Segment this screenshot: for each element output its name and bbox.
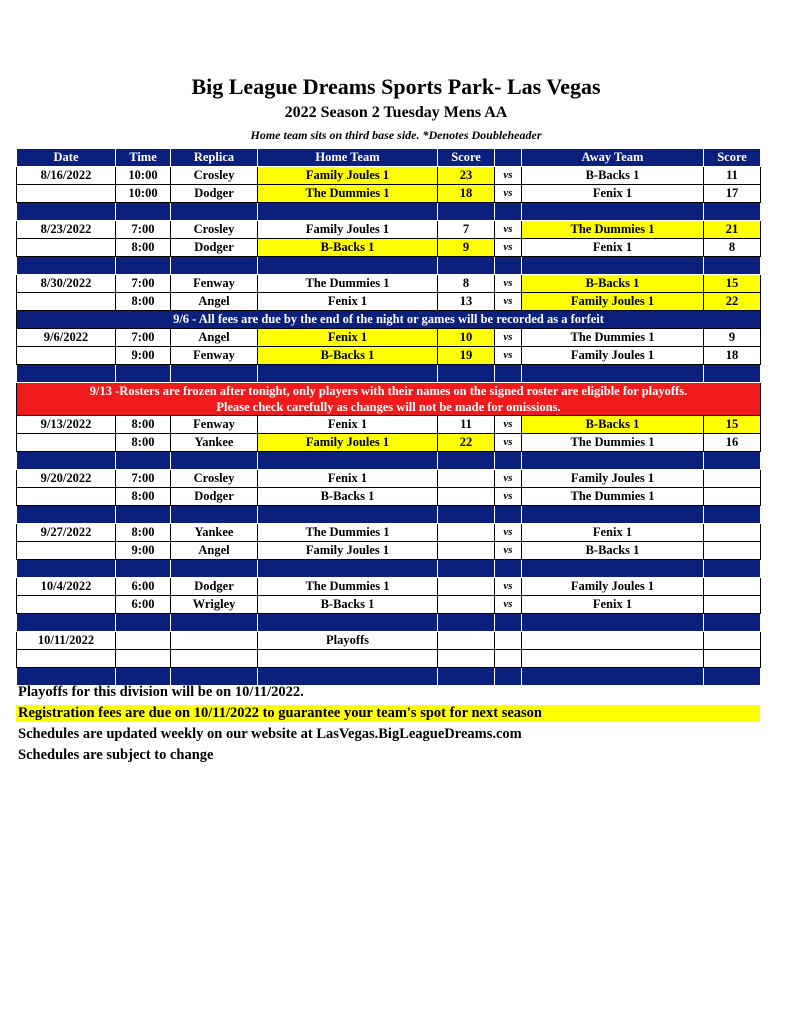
separator-cell [522,365,704,383]
time-cell: 7:00 [116,221,171,239]
game-row [17,596,761,614]
separator-cell [171,668,258,686]
separator-cell [116,365,171,383]
footer-change: Schedules are subject to change [18,747,214,763]
away-team-cell: Fenix 1 [522,524,704,542]
home-score-cell: 9 [438,239,495,257]
separator-cell [258,506,438,524]
home-score-cell [438,578,495,596]
game-row [17,578,761,596]
empty-cell [704,650,761,668]
page-subtitle: 2022 Season 2 Tuesday Mens AA [284,104,508,121]
home-team-cell: Family Joules 1 [258,167,438,185]
separator-cell [17,668,116,686]
time-cell: 9:00 [116,542,171,560]
date-cell [17,596,116,614]
away-score-cell [704,488,761,506]
separator-cell [704,560,761,578]
away-team-cell: Fenix 1 [522,239,704,257]
separator-cell [438,506,495,524]
separator-row [17,452,761,470]
empty-cell [522,650,704,668]
empty-cell [17,650,116,668]
home-score-cell [438,542,495,560]
separator-cell [17,614,116,632]
time-cell: 8:00 [116,239,171,257]
separator-cell [258,668,438,686]
separator-cell [258,203,438,221]
away-score-cell: 15 [704,275,761,293]
schedule-table [16,148,761,686]
time-cell: 8:00 [116,488,171,506]
vs-cell: vs [495,185,522,203]
separator-cell [522,506,704,524]
time-cell: 7:00 [116,329,171,347]
time-cell: 8:00 [116,416,171,434]
separator-cell [704,614,761,632]
vs-cell: vs [495,329,522,347]
fee-notice-row [17,311,761,329]
date-cell [17,347,116,365]
field-cell: Dodger [171,578,258,596]
separator-cell [17,203,116,221]
separator-cell [495,506,522,524]
away-score-cell [704,632,761,650]
separator-cell [171,614,258,632]
field-cell: Angel [171,542,258,560]
separator-cell [171,203,258,221]
separator-cell [704,203,761,221]
game-row [17,416,761,434]
separator-cell [704,668,761,686]
home-team-cell: Playoffs [258,632,438,650]
date-cell [17,239,116,257]
game-row [17,275,761,293]
away-team-cell: Family Joules 1 [522,347,704,365]
vs-cell: vs [495,488,522,506]
field-cell: Fenway [171,416,258,434]
empty-cell [116,650,171,668]
away-score-cell [704,542,761,560]
away-team-cell: B-Backs 1 [522,542,704,560]
away-team-cell: The Dummies 1 [522,488,704,506]
game-row [17,347,761,365]
separator-cell [495,452,522,470]
separator-cell [17,506,116,524]
field-cell: Yankee [171,434,258,452]
field-cell: Crosley [171,221,258,239]
separator-cell [116,614,171,632]
home-score-cell: 19 [438,347,495,365]
vs-cell: vs [495,275,522,293]
date-cell: 10/4/2022 [17,578,116,596]
vs-cell: vs [495,470,522,488]
separator-cell [438,365,495,383]
time-cell: 7:00 [116,470,171,488]
home-score-cell [438,524,495,542]
separator-cell [258,560,438,578]
field-cell: Fenway [171,347,258,365]
separator-row [17,203,761,221]
roster-notice-line1: 9/13 -Rosters are frozen after tonight, only players with their names on the signed roster are eligible for playoffs. [89,384,688,398]
home-team-cell: B-Backs 1 [258,596,438,614]
date-cell [17,488,116,506]
separator-row [17,668,761,686]
header-away-team: Away Team [522,149,704,167]
separator-cell [438,668,495,686]
game-row [17,185,761,203]
home-team-cell: B-Backs 1 [258,488,438,506]
separator-cell [438,452,495,470]
header-date: Date [17,149,116,167]
home-team-cell: Fenix 1 [258,416,438,434]
vs-cell: vs [495,416,522,434]
date-cell [17,293,116,311]
game-row [17,167,761,185]
field-cell: Dodger [171,239,258,257]
vs-cell: vs [495,167,522,185]
vs-cell: vs [495,596,522,614]
away-team-cell: The Dummies 1 [522,329,704,347]
separator-cell [17,365,116,383]
home-score-cell [438,596,495,614]
roster-notice [17,383,761,416]
time-cell [116,632,171,650]
separator-cell [258,452,438,470]
separator-cell [116,506,171,524]
separator-cell [495,560,522,578]
field-cell: Yankee [171,524,258,542]
empty-row [17,650,761,668]
date-cell: 9/13/2022 [17,416,116,434]
vs-cell: vs [495,542,522,560]
home-team-cell: The Dummies 1 [258,275,438,293]
separator-cell [495,365,522,383]
vs-cell: vs [495,578,522,596]
home-team-cell: The Dummies 1 [258,185,438,203]
header-time: Time [116,149,171,167]
vs-cell: vs [495,239,522,257]
separator-cell [438,203,495,221]
separator-cell [17,257,116,275]
separator-cell [258,257,438,275]
fee-notice: 9/6 - All fees are due by the end of the night or games will be recorded as a forfeit [17,311,761,329]
away-score-cell: 11 [704,167,761,185]
home-team-cell: Fenix 1 [258,329,438,347]
date-cell: 8/23/2022 [17,221,116,239]
vs-cell [495,632,522,650]
roster-notice-row [17,383,761,416]
away-score-cell: 9 [704,329,761,347]
home-team-cell: The Dummies 1 [258,524,438,542]
game-row [17,542,761,560]
date-cell: 8/30/2022 [17,275,116,293]
away-score-cell: 17 [704,185,761,203]
field-cell: Crosley [171,167,258,185]
separator-cell [438,560,495,578]
home-score-cell [438,632,495,650]
empty-cell [258,650,438,668]
field-cell: Angel [171,293,258,311]
separator-cell [116,203,171,221]
vs-cell: vs [495,347,522,365]
home-score-cell: 18 [438,185,495,203]
time-cell: 9:00 [116,347,171,365]
separator-cell [116,257,171,275]
date-cell: 9/6/2022 [17,329,116,347]
separator-row [17,614,761,632]
table-header [17,149,761,167]
separator-row [17,560,761,578]
away-score-cell: 22 [704,293,761,311]
separator-cell [171,257,258,275]
time-cell: 10:00 [116,185,171,203]
header-home-score: Score [438,149,495,167]
game-row [17,524,761,542]
time-cell: 10:00 [116,167,171,185]
game-row [17,434,761,452]
time-cell: 6:00 [116,578,171,596]
home-score-cell: 13 [438,293,495,311]
game-row [17,293,761,311]
separator-row [17,365,761,383]
home-score-cell: 23 [438,167,495,185]
field-cell: Angel [171,329,258,347]
roster-notice-line2: Please check carefully as changes will not be made for omissions. [216,400,561,414]
header-replica: Replica [171,149,258,167]
vs-cell: vs [495,221,522,239]
game-row [17,329,761,347]
separator-cell [171,560,258,578]
separator-cell [116,668,171,686]
separator-cell [704,365,761,383]
away-score-cell [704,524,761,542]
away-team-cell: B-Backs 1 [522,416,704,434]
away-score-cell [704,470,761,488]
date-cell: 10/11/2022 [17,632,116,650]
home-score-cell: 11 [438,416,495,434]
home-score-cell: 22 [438,434,495,452]
away-team-cell: B-Backs 1 [522,275,704,293]
separator-cell [171,506,258,524]
time-cell: 8:00 [116,524,171,542]
game-row [17,470,761,488]
home-score-cell [438,488,495,506]
field-cell [171,632,258,650]
home-team-cell: Family Joules 1 [258,542,438,560]
empty-cell [171,650,258,668]
separator-cell [522,560,704,578]
vs-cell: vs [495,434,522,452]
field-cell: Fenway [171,275,258,293]
separator-cell [522,257,704,275]
away-team-cell: Family Joules 1 [522,470,704,488]
home-team-cell: The Dummies 1 [258,578,438,596]
date-cell: 8/16/2022 [17,167,116,185]
home-score-cell: 7 [438,221,495,239]
away-team-cell: The Dummies 1 [522,434,704,452]
field-cell: Crosley [171,470,258,488]
away-team-cell: The Dummies 1 [522,221,704,239]
away-team-cell: Family Joules 1 [522,578,704,596]
separator-cell [522,452,704,470]
footer-registration: Registration fees are due on 10/11/2022 to guarantee your team's spot for next season [16,705,760,722]
separator-cell [116,452,171,470]
separator-cell [522,203,704,221]
away-score-cell [704,596,761,614]
separator-row [17,257,761,275]
separator-cell [495,668,522,686]
time-cell: 7:00 [116,275,171,293]
home-score-cell: 10 [438,329,495,347]
field-cell: Dodger [171,185,258,203]
footer-website: Schedules are updated weekly on our website at LasVegas.BigLeagueDreams.com [18,726,522,742]
separator-cell [258,614,438,632]
home-team-cell: Family Joules 1 [258,434,438,452]
away-score-cell [704,578,761,596]
separator-row [17,506,761,524]
away-score-cell: 16 [704,434,761,452]
home-team-cell: Family Joules 1 [258,221,438,239]
date-cell [17,542,116,560]
separator-cell [495,203,522,221]
vs-cell: vs [495,293,522,311]
date-cell: 9/20/2022 [17,470,116,488]
page-title: Big League Dreams Sports Park- Las Vegas [191,74,601,99]
separator-cell [171,365,258,383]
date-cell [17,434,116,452]
separator-cell [116,560,171,578]
separator-cell [704,452,761,470]
field-cell: Wrigley [171,596,258,614]
separator-cell [495,614,522,632]
away-team-cell: Family Joules 1 [522,293,704,311]
header-away-score: Score [704,149,761,167]
separator-cell [438,257,495,275]
away-score-cell: 8 [704,239,761,257]
away-score-cell: 15 [704,416,761,434]
vs-cell: vs [495,524,522,542]
separator-cell [438,614,495,632]
game-row [17,239,761,257]
away-score-cell: 21 [704,221,761,239]
home-team-cell: B-Backs 1 [258,347,438,365]
time-cell: 8:00 [116,293,171,311]
date-cell: 9/27/2022 [17,524,116,542]
separator-cell [495,257,522,275]
time-cell: 8:00 [116,434,171,452]
home-score-cell: 8 [438,275,495,293]
field-cell: Dodger [171,488,258,506]
home-team-note: Home team sits on third base side. *Denotes Doubleheader [250,128,542,142]
game-row [17,488,761,506]
header-vs [495,149,522,167]
date-cell [17,185,116,203]
home-team-cell: Fenix 1 [258,293,438,311]
away-team-cell [522,632,704,650]
separator-cell [704,257,761,275]
home-team-cell: B-Backs 1 [258,239,438,257]
playoffs-row [17,632,761,650]
away-score-cell: 18 [704,347,761,365]
separator-cell [258,365,438,383]
separator-cell [522,614,704,632]
footer-playoffs: Playoffs for this division will be on 10/11/2022. [18,684,304,700]
empty-cell [438,650,495,668]
game-row [17,221,761,239]
away-team-cell: Fenix 1 [522,596,704,614]
separator-cell [522,668,704,686]
separator-cell [17,560,116,578]
header-home-team: Home Team [258,149,438,167]
home-score-cell [438,470,495,488]
empty-cell [495,650,522,668]
separator-cell [704,506,761,524]
away-team-cell: B-Backs 1 [522,167,704,185]
separator-cell [17,452,116,470]
separator-cell [171,452,258,470]
away-team-cell: Fenix 1 [522,185,704,203]
home-team-cell: Fenix 1 [258,470,438,488]
time-cell: 6:00 [116,596,171,614]
